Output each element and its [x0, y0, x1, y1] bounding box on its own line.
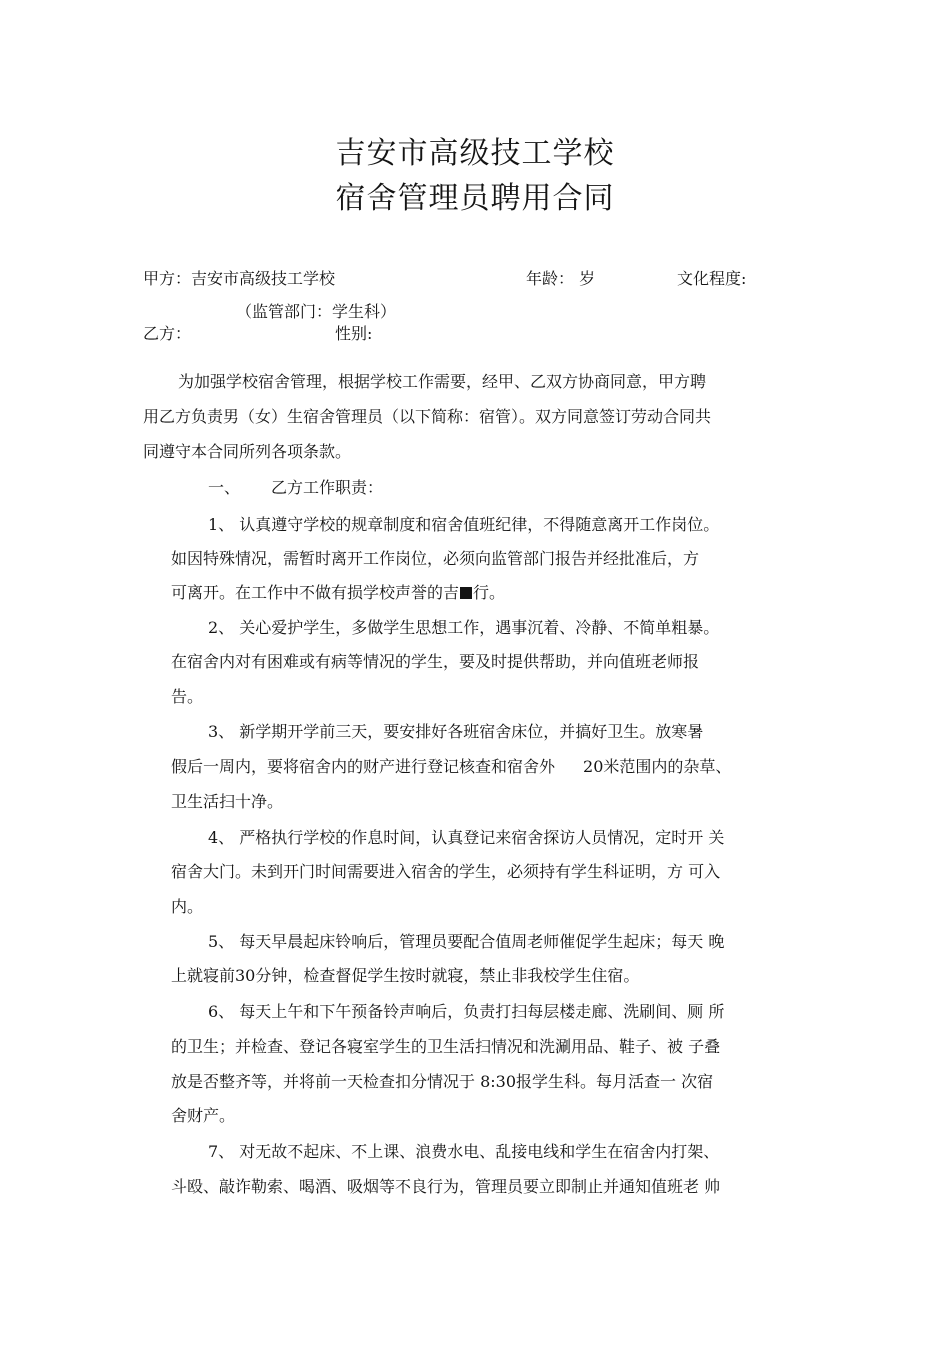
clause-7-line: 7、 对无故不起床、不上课、浪费水电、乱接电线和学生在宿舍内打架、 — [208, 1142, 720, 1161]
clause-1-text: 行。 — [473, 583, 506, 602]
clause-1-text: 可离开。在工作中不做有损学校声誉的吉 — [171, 583, 460, 602]
clause-2-line: 告。 — [171, 687, 204, 706]
clause-1-line: 1、 认真遵守学校的规章制度和宿舍值班纪律，不得随意离开工作岗位。 — [208, 515, 720, 534]
clause-5-line: 上就寝前30分钟，检查督促学生按时就寝，禁止非我校学生住宿。 — [171, 966, 640, 985]
clause-6-line: 放是否整齐等，并将前一天检查扣分情况于 8:30报学生科。每月活查一 次宿 — [171, 1072, 714, 1091]
clause-2-line: 2、 关心爱护学生，多做学生思想工作，遇事沉着、冷静、不简单粗暴。 — [208, 618, 720, 637]
party-a: 甲方：吉安市高级技工学校 — [143, 269, 336, 288]
clause-7-line: 斗殴、敲诈勒索、喝酒、吸烟等不良行为，管理员要立即制止并通知值班老 帅 — [171, 1177, 721, 1196]
black-square-glyph — [460, 587, 472, 599]
intro-line: 为加强学校宿舍管理，根据学校工作需要，经甲、乙双方协商同意，甲方聘 — [178, 372, 707, 391]
clause-3-text: 20米范围内的杂草、 — [583, 757, 732, 776]
clause-6-line: 6、 每天上午和下午预备铃声响后，负责打扫每层楼走廊、洗刷间、厕 所 — [208, 1002, 725, 1021]
gender-field: 性别: — [335, 324, 373, 343]
clause-1-line — [171, 582, 505, 604]
party-b: 乙方： — [143, 324, 192, 343]
clause-3-line: 卫生活扫十净。 — [171, 792, 284, 811]
clause-3-line — [171, 756, 731, 778]
education-field: 文化程度: — [677, 269, 747, 288]
title-contract: 宿舍管理员聘用合同 — [335, 181, 615, 216]
section-number: 一、 — [208, 478, 241, 497]
section-heading: 乙方工作职责： — [271, 478, 384, 497]
age-field: 年龄： 岁 — [526, 269, 596, 288]
clause-4-line: 宿舍大门。未到开门时间需要进入宿舍的学生，必须持有学生科证明，方 可入 — [171, 862, 721, 881]
supervisor-department: （监管部门：学生科） — [236, 302, 397, 321]
clause-1-line: 如因特殊情况，需暂时离开工作岗位，必须向监管部门报告并经批准后，方 — [171, 549, 700, 568]
clause-4-line: 内。 — [171, 897, 204, 916]
clause-6-line: 的卫生；并检查、登记各寝室学生的卫生活扫情况和洗涮用品、鞋子、被 子叠 — [171, 1037, 721, 1056]
title-school: 吉安市高级技工学校 — [335, 136, 615, 171]
intro-line: 同遵守本合同所列各项条款。 — [143, 442, 352, 461]
clause-2-line: 在宿舍内对有困难或有病等情况的学生，要及时提供帮助，并向值班老师报 — [171, 652, 700, 671]
clause-5-line: 5、 每天早晨起床铃响后，管理员要配合值周老师催促学生起床；每天 晚 — [208, 932, 725, 951]
intro-line: 用乙方负责男（女）生宿舍管理员（以下简称：宿管）。双方同意签订劳动合同共 — [143, 407, 712, 426]
clause-4-line: 4、 严格执行学校的作息时间，认真登记来宿舍探访人员情况，定时开 关 — [208, 828, 725, 847]
clause-6-line: 舍财产。 — [171, 1106, 236, 1125]
clause-3-line: 3、 新学期开学前三天，要安排好各班宿舍床位，并搞好卫生。放寒暑 — [208, 722, 704, 741]
clause-3-text: 假后一周内，要将宿舍内的财产进行登记核查和宿舍外 — [171, 757, 556, 776]
